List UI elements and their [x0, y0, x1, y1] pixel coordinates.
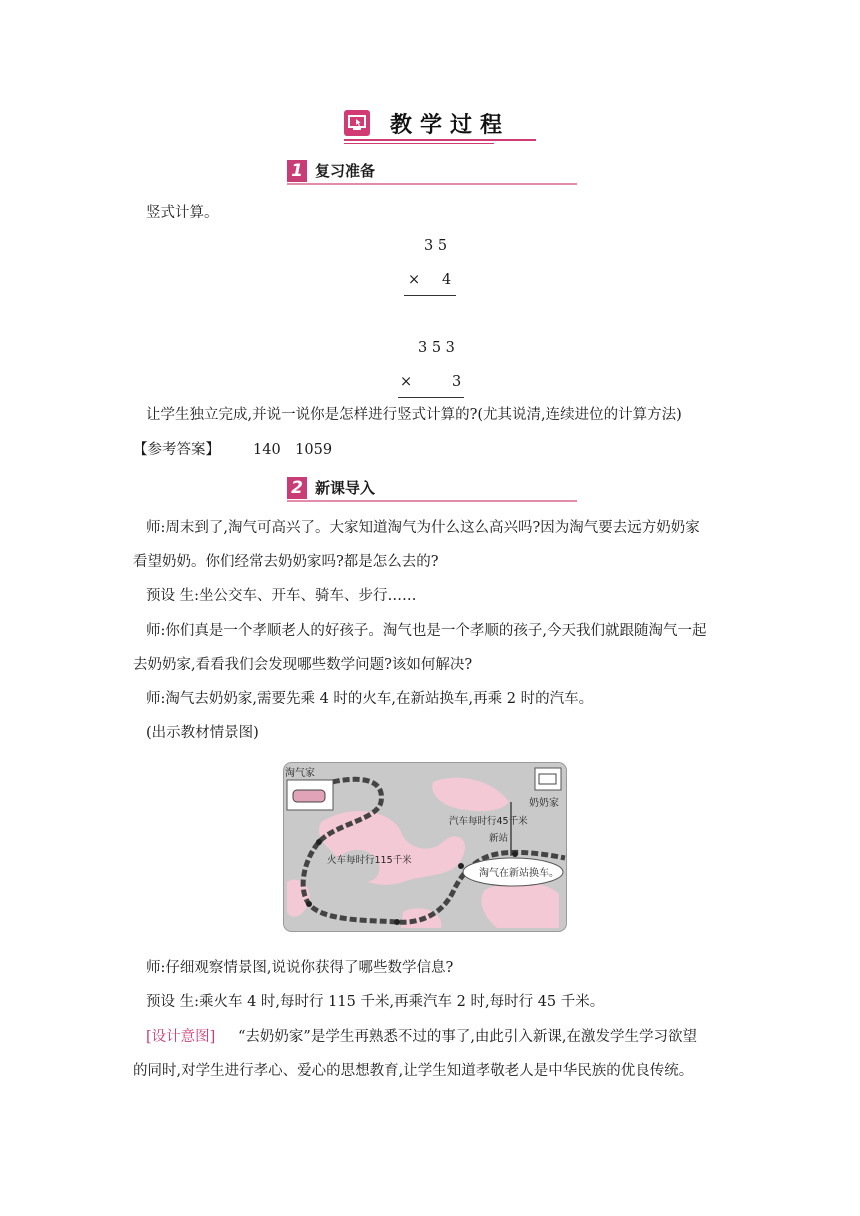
design-intent-line-2: 的同时,对学生进行孝心、爱心的思想教育,让学生知道孝敬老人是中华民族的优良传统。	[133, 1063, 694, 1079]
section-header-review	[287, 160, 577, 186]
intro-paragraph-6: 师:仔细观察情景图,说说你获得了哪些数学信息?	[146, 960, 454, 976]
station-label: 新站	[489, 833, 509, 844]
intro-paragraph-2: 预设 生:坐公交车、开车、骑车、步行……	[146, 588, 417, 604]
heading-underline-thin	[344, 143, 494, 144]
section-title: 复习准备	[315, 162, 376, 180]
section-underline	[287, 500, 577, 502]
problem1-bottom: 4	[442, 272, 452, 288]
intro-paragraph-1b: 看望奶奶。你们经常去奶奶家吗?都是怎么去的?	[133, 554, 439, 570]
intro-paragraph-5: (出示教材情景图)	[146, 725, 259, 741]
problem2-operator: ×	[400, 374, 413, 390]
train-speed-label: 火车每时行115千米	[327, 855, 412, 866]
problem1-line	[404, 295, 456, 296]
design-intent-line-1: “去奶奶家”是学生再熟悉不过的事了,由此引入新课,在激发学生学习欲望	[238, 1029, 698, 1045]
intro-paragraph-7: 预设 生:乘火车 4 时,每时行 115 千米,再乘汽车 2 时,每时行 45 千米。	[146, 994, 605, 1010]
section-title: 新课导入	[315, 479, 376, 497]
answer-values: 140 1059	[253, 442, 333, 458]
route-dot	[394, 919, 400, 925]
design-intent-tag: [设计意图]	[146, 1029, 216, 1045]
bus-speed-label: 汽车每时行45千米	[449, 816, 528, 827]
answer-label: 【参考答案】	[133, 442, 220, 458]
section-header-intro	[287, 477, 577, 503]
route-dot	[306, 901, 312, 907]
intro-paragraph-1a: 师:周末到了,淘气可高兴了。大家知道淘气为什么这么高兴吗?因为淘气要去远方奶奶家	[146, 520, 700, 536]
intro-paragraph-4: 师:淘气去奶奶家,需要先乘 4 时的火车,在新站换车,再乘 2 时的汽车。	[146, 691, 594, 707]
route-dot	[458, 863, 464, 869]
page-title: 教学过程	[390, 113, 511, 138]
scene-map	[283, 762, 567, 932]
home-label: 淘气家	[285, 768, 315, 779]
review-instruction: 竖式计算。	[146, 205, 219, 221]
train-icon	[293, 790, 325, 802]
intro-paragraph-3a: 师:你们真是一个孝顺老人的好孩子。淘气也是一个孝顺的孩子,今天我们就跟随淘气一起	[146, 623, 707, 639]
section-number: 1	[287, 160, 307, 182]
problem1-top: 3 5	[424, 238, 448, 254]
route-dot	[316, 839, 322, 845]
heading-underline	[344, 139, 536, 141]
problem2-line	[398, 397, 464, 398]
grandma-label: 奶奶家	[529, 798, 559, 809]
bubble-text: 淘气在新站换车。	[479, 868, 559, 879]
main-heading	[344, 106, 536, 142]
section-number: 2	[287, 477, 307, 499]
problem2-bottom: 3	[452, 374, 462, 390]
section-underline	[287, 183, 577, 185]
map-pink-area-3	[481, 882, 559, 928]
station-dot	[512, 851, 518, 857]
review-task: 让学生独立完成,并说一说你是怎样进行竖式计算的?(尤其说清,连续进位的计算方法)	[146, 407, 682, 423]
problem2-top: 3 5 3	[418, 340, 455, 356]
problem1-operator: ×	[408, 272, 421, 288]
intro-paragraph-3b: 去奶奶家,看看我们会发现哪些数学问题?该如何解决?	[133, 657, 473, 673]
monitor-cursor-icon	[344, 110, 370, 136]
